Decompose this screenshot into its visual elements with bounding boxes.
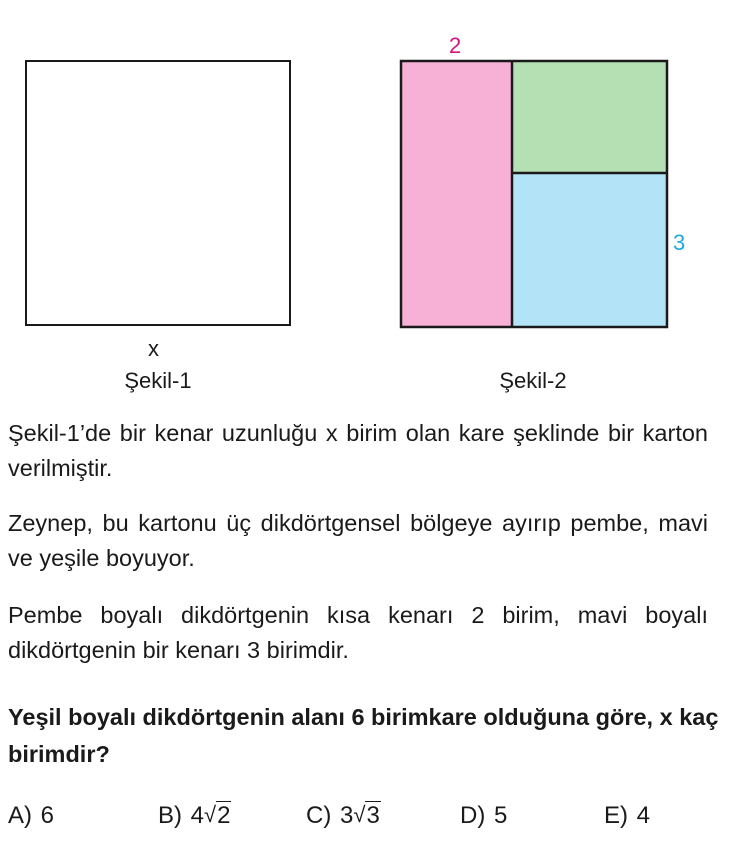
option-a-value: 6: [40, 802, 55, 829]
pink-rectangle: [401, 61, 512, 327]
paragraph-2: Zeynep, bu kartonu üç dikdörtgensel bölgeye ayırıp pembe, mavi ve yeşile boyuyor.: [8, 510, 708, 571]
sqrt-icon: √: [353, 802, 366, 827]
option-a-letter: A): [8, 802, 32, 829]
option-c[interactable]: [306, 802, 381, 830]
option-d[interactable]: [460, 802, 507, 830]
figure-1-caption: Şekil-1: [124, 368, 192, 393]
option-b-radicand: 2: [217, 802, 231, 829]
option-c-radicand: 3: [366, 802, 380, 829]
option-b-letter: B): [158, 802, 182, 829]
option-b-value: [191, 802, 232, 830]
option-b-coefficient: 4: [190, 802, 205, 829]
paragraph-3: Pembe boyalı dikdörtgenin kısa kenarı 2 birim, mavi boyalı dikdörtgenin bir kenarı 3 birimdir.: [8, 602, 708, 663]
blue-rectangle: [512, 173, 666, 327]
paragraph-1: Şekil-1’de bir kenar uzunluğu x birim olan kare şeklinde bir karton verilmiştir.: [8, 420, 708, 481]
option-c-value: [340, 802, 381, 830]
question: [8, 699, 728, 773]
question-text: Yeşil boyalı dikdörtgenin alanı 6 birimkare olduğuna göre, x kaç birimdir?: [8, 704, 719, 767]
option-a[interactable]: [8, 802, 54, 830]
option-b[interactable]: [158, 802, 231, 830]
option-e[interactable]: [604, 802, 650, 830]
option-e-value: 4: [636, 802, 651, 829]
option-d-letter: D): [460, 802, 486, 829]
figure-2-diagram: [398, 58, 670, 330]
figure-1-side-label: x: [148, 336, 159, 361]
option-e-letter: E): [604, 802, 628, 829]
green-rectangle: [512, 61, 666, 173]
figure-1-square: [25, 60, 291, 326]
option-c-letter: C): [306, 802, 332, 829]
figure-2-caption: Şekil-2: [499, 368, 567, 393]
figure-2-right-label: 3: [673, 230, 686, 255]
figure-2-top-label: 2: [449, 33, 462, 58]
option-c-coefficient: 3: [340, 802, 354, 829]
sqrt-icon: √: [204, 802, 217, 827]
option-d-value: 5: [494, 802, 508, 829]
